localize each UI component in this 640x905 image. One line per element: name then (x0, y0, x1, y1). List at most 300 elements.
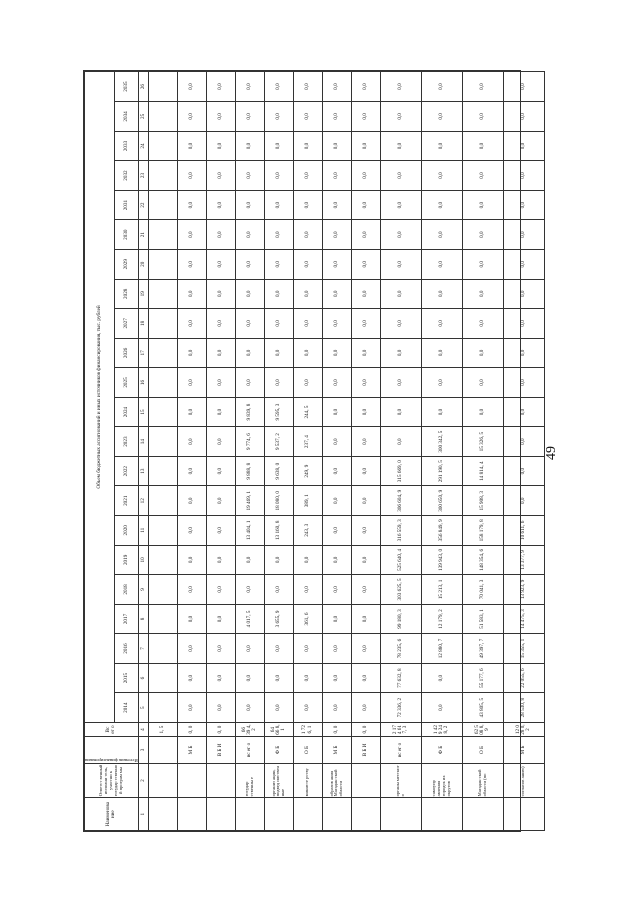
cell-value: 13 404, 1 (235, 516, 264, 546)
cell-name (380, 798, 421, 831)
cell-total: 66 39 4, 2 (235, 722, 264, 736)
cell-value: 0,0 (380, 190, 421, 220)
cell-value: 0,0 (206, 220, 235, 250)
cell-value (148, 131, 177, 161)
header-column-number: 9 (138, 575, 148, 605)
cell-total: 12 0 28 0, 2 (503, 722, 544, 736)
header-name: Наименова ние (85, 798, 139, 831)
cell-value: 361, 6 (293, 604, 322, 634)
cell-value: 0,0 (351, 220, 380, 250)
cell-value: 0,0 (322, 102, 351, 132)
cell-value: 51 583, 1 (462, 604, 503, 634)
cell-value: 9 638, 0 (264, 456, 293, 486)
cell-value (148, 516, 177, 546)
cell-value: 0,0 (177, 131, 206, 161)
cell-value: 0,0 (462, 190, 503, 220)
cell-value: 0,0 (177, 397, 206, 427)
cell-value: 0,0 (322, 220, 351, 250)
cell-name (351, 798, 380, 831)
cell-value: 0,0 (503, 397, 544, 427)
header-caption: Объем бюджетных ассигнований и иных источников финансирования, тыс. рублей (85, 72, 115, 723)
cell-responsible (206, 763, 235, 798)
cell-responsible: организ ации, подвед омствен ные (264, 763, 293, 798)
cell-value: 0,0 (462, 279, 503, 309)
cell-value: 0,0 (421, 397, 462, 427)
cell-value: 0,0 (264, 693, 293, 723)
cell-value: 0,0 (206, 309, 235, 339)
cell-value: 0,0 (264, 220, 293, 250)
header-column-number: 10 (138, 545, 148, 575)
cell-source: О Б (462, 737, 503, 764)
header-column-number: 7 (138, 634, 148, 664)
cell-value: 0,0 (462, 72, 503, 102)
table-row (380, 72, 421, 831)
cell-value: 77 632, 8 (380, 663, 421, 693)
header-year: 2023 (115, 427, 139, 457)
cell-value: 0,0 (462, 397, 503, 427)
cell-value: 0,0 (293, 161, 322, 191)
cell-value: 0,0 (351, 102, 380, 132)
cell-value: 0,0 (503, 338, 544, 368)
cell-value: 0,0 (351, 516, 380, 546)
cell-value: 0,0 (206, 368, 235, 398)
cell-value: 0,0 (351, 456, 380, 486)
header-column-number: 2 (138, 763, 148, 798)
cell-source: вс ег о (380, 737, 421, 764)
cell-value: 300 342, 5 (421, 427, 462, 457)
cell-value (148, 190, 177, 220)
header-column-number: 22 (138, 190, 148, 220)
cell-value (148, 220, 177, 250)
cell-value: 0,0 (177, 456, 206, 486)
cell-value: 14 475, 3 (503, 604, 544, 634)
cell-value: 0,0 (206, 456, 235, 486)
cell-value (148, 486, 177, 516)
cell-value: 0,0 (293, 279, 322, 309)
cell-value: 19 469, 1 (235, 486, 264, 516)
cell-value: 0,0 (264, 575, 293, 605)
cell-total: 2 17 4 61 7, 3 (380, 722, 421, 736)
cell-value: 0,0 (264, 190, 293, 220)
cell-value: 0,0 (235, 634, 264, 664)
cell-value: 0,0 (235, 102, 264, 132)
cell-value: 13 377, 9 (503, 545, 544, 575)
cell-value: 28 530, 8 (503, 693, 544, 723)
table-row (235, 72, 264, 831)
header-year: 2027 (115, 309, 139, 339)
header-column-number: 23 (138, 161, 148, 191)
cell-value: 0,0 (293, 634, 322, 664)
cell-value: 0,0 (235, 663, 264, 693)
cell-value: 0,0 (177, 663, 206, 693)
cell-value: 0,0 (380, 249, 421, 279)
cell-value: 0,0 (322, 309, 351, 339)
cell-value: 0,0 (380, 427, 421, 457)
cell-value: 0,0 (177, 634, 206, 664)
cell-value: 0,0 (235, 575, 264, 605)
header-year: 2016 (115, 634, 139, 664)
table-row (322, 72, 351, 831)
cell-value: 0,0 (235, 309, 264, 339)
cell-value: 0,0 (206, 249, 235, 279)
cell-value: 0,0 (380, 279, 421, 309)
header-year: 2029 (115, 249, 139, 279)
header-years-row (115, 72, 139, 831)
cell-value (148, 456, 177, 486)
cell-value: 0,0 (322, 575, 351, 605)
cell-value: 0,0 (421, 693, 462, 723)
header-column-number: 25 (138, 102, 148, 132)
cell-value: 0,0 (322, 427, 351, 457)
cell-value: 0,0 (206, 279, 235, 309)
header-column-number: 12 (138, 486, 148, 516)
cell-value: 70 041, 3 (462, 575, 503, 605)
cell-value: 0,0 (380, 338, 421, 368)
header-column-number: 5 (138, 693, 148, 723)
cell-value: 139 943, 0 (421, 545, 462, 575)
cell-value: 0,0 (206, 663, 235, 693)
cell-value: 3 655, 9 (264, 604, 293, 634)
cell-value: 0,0 (380, 368, 421, 398)
funding-table (84, 71, 545, 831)
cell-value: 9 888, 8 (235, 456, 264, 486)
cell-value: 0,0 (264, 161, 293, 191)
table-body (148, 72, 544, 831)
cell-total: 1 42 9 24 8, 2 (421, 722, 462, 736)
cell-value: 0,0 (380, 161, 421, 191)
cell-value (148, 72, 177, 102)
cell-value: 0,0 (351, 338, 380, 368)
header-column-number: 16 (138, 368, 148, 398)
cell-value: 0,0 (322, 368, 351, 398)
cell-value: 158 179, 8 (462, 516, 503, 546)
header-year: 2026 (115, 338, 139, 368)
cell-value: 0,0 (206, 516, 235, 546)
cell-value: 0,0 (351, 190, 380, 220)
cell-value: 0,0 (351, 72, 380, 102)
cell-value: 49 397, 7 (462, 634, 503, 664)
header-column-number: 11 (138, 516, 148, 546)
cell-value: 0,0 (264, 663, 293, 693)
cell-value: 316 559, 3 (380, 516, 421, 546)
header-year: 2014 (115, 693, 139, 723)
cell-value: 0,0 (351, 604, 380, 634)
cell-value: 0,0 (322, 249, 351, 279)
cell-value: 0,0 (322, 338, 351, 368)
cell-name (206, 798, 235, 831)
cell-value: 0,0 (235, 338, 264, 368)
header-column-number: 13 (138, 456, 148, 486)
cell-value: 0,0 (380, 220, 421, 250)
cell-value: 0,0 (264, 545, 293, 575)
cell-value: 0,0 (322, 279, 351, 309)
cell-value: 0,0 (206, 575, 235, 605)
cell-total: 0, 0 (177, 722, 206, 736)
cell-value: 0,0 (322, 486, 351, 516)
cell-value: 0,0 (293, 545, 322, 575)
cell-value: 0,0 (177, 338, 206, 368)
header-column-number: 26 (138, 72, 148, 102)
header-year: 2032 (115, 161, 139, 191)
cell-value (148, 634, 177, 664)
header-total: Вс ег о (85, 722, 139, 736)
page-number-text: 49 (544, 445, 559, 460)
cell-value: 0,0 (264, 309, 293, 339)
cell-value: 0,0 (206, 427, 235, 457)
cell-value: 0,0 (421, 161, 462, 191)
header-column-number: 4 (138, 722, 148, 736)
header-numbers-row (138, 72, 148, 831)
cell-value: 0,0 (177, 368, 206, 398)
table-row (264, 72, 293, 831)
cell-value: 13 923, 9 (503, 575, 544, 605)
cell-value: 10 611, 6 (503, 516, 544, 546)
cell-value: 0,0 (206, 72, 235, 102)
cell-value: 9 537, 2 (264, 427, 293, 457)
cell-value: 249, 9 (293, 456, 322, 486)
header-column-number: 19 (138, 279, 148, 309)
cell-value (148, 309, 177, 339)
cell-value: 0,0 (322, 663, 351, 693)
cell-value: 0,0 (351, 693, 380, 723)
cell-responsible: образов ания Магадан ской области (322, 763, 351, 798)
cell-value (148, 368, 177, 398)
cell-responsible: согласов анию) (503, 763, 544, 798)
cell-value (148, 279, 177, 309)
cell-source: М Б (322, 737, 351, 764)
header-year: 2015 (115, 663, 139, 693)
header-column-number: 6 (138, 663, 148, 693)
header-column-number: 21 (138, 220, 148, 250)
cell-name (462, 798, 503, 831)
cell-value: 0,0 (351, 575, 380, 605)
cell-value: 0,0 (293, 190, 322, 220)
cell-value: 0,0 (322, 161, 351, 191)
cell-value: 43 805, 5 (462, 693, 503, 723)
table-row (421, 72, 462, 831)
cell-value: 0,0 (421, 279, 462, 309)
cell-value: 0,0 (206, 604, 235, 634)
cell-value: 0,0 (235, 279, 264, 309)
header-year: 2020 (115, 516, 139, 546)
cell-value: 9 595, 3 (264, 397, 293, 427)
cell-value: 0,0 (206, 102, 235, 132)
cell-value: 0,0 (503, 309, 544, 339)
cell-value: 78 235, 6 (380, 634, 421, 664)
cell-value: 0,0 (322, 634, 351, 664)
cell-value: 0,0 (293, 693, 322, 723)
cell-value: 0,0 (293, 131, 322, 161)
cell-value: 0,0 (235, 368, 264, 398)
cell-source: О Б (293, 737, 322, 764)
cell-name (322, 798, 351, 831)
cell-value: 14 814, 4 (462, 456, 503, 486)
cell-total: 62 5 08 8, 9 (462, 722, 503, 736)
cell-value: 0,0 (322, 190, 351, 220)
header-year: 2031 (115, 190, 139, 220)
header-year: 2034 (115, 102, 139, 132)
cell-value: 0,0 (503, 249, 544, 279)
cell-value (148, 604, 177, 634)
header-responsible: Ответст венный исполни тель, участни к государ ственно й програм мы (85, 763, 139, 798)
cell-value: 303 625, 5 (380, 575, 421, 605)
cell-value: 0,0 (421, 220, 462, 250)
cell-name (177, 798, 206, 831)
cell-value: 0,0 (503, 456, 544, 486)
cell-value: 237, 4 (293, 427, 322, 457)
cell-value (148, 249, 177, 279)
cell-value: 0,0 (206, 190, 235, 220)
cell-value: 300 650, 9 (421, 486, 462, 516)
cell-value: 55 177, 6 (462, 663, 503, 693)
cell-value: 0,0 (235, 249, 264, 279)
cell-value: 0,0 (421, 338, 462, 368)
cell-value: 0,0 (421, 102, 462, 132)
cell-value: 291 190, 5 (421, 456, 462, 486)
cell-value: 0,0 (503, 427, 544, 457)
cell-value: 0,0 (380, 131, 421, 161)
cell-value: 0,0 (235, 131, 264, 161)
cell-value: 0,0 (503, 486, 544, 516)
header-column-number: 17 (138, 338, 148, 368)
cell-value: 13 160, 8 (264, 516, 293, 546)
rotated-table-content (84, 71, 532, 831)
cell-responsible: органы местног о (380, 763, 421, 798)
header-column-number: 3 (138, 737, 148, 764)
table-row (177, 72, 206, 831)
cell-value: 0,0 (293, 72, 322, 102)
table-row (206, 72, 235, 831)
cell-total: 0, 0 (206, 722, 235, 736)
cell-value: 0,0 (235, 72, 264, 102)
cell-value: 0,0 (322, 545, 351, 575)
cell-value: 15 355, 1 (503, 634, 544, 664)
cell-value: 0,0 (380, 309, 421, 339)
header-column-number: 1 (138, 798, 148, 831)
cell-value: 22 055, 6 (503, 663, 544, 693)
cell-source: вс ег о (235, 737, 264, 764)
cell-value: 315 669, 0 (380, 456, 421, 486)
cell-total: 0, 0 (322, 722, 351, 736)
cell-value: 0,0 (206, 545, 235, 575)
cell-value: 0,0 (322, 397, 351, 427)
cell-value: 0,0 (264, 368, 293, 398)
cell-value: 0,0 (235, 220, 264, 250)
cell-source (148, 737, 177, 764)
cell-value: 0,0 (177, 545, 206, 575)
cell-responsible: Магадан ской области (по (462, 763, 503, 798)
cell-responsible (148, 763, 177, 798)
cell-value: 0,0 (264, 72, 293, 102)
cell-value: 0,0 (206, 161, 235, 191)
cell-total: 64 66 8, 1 (264, 722, 293, 736)
cell-value: 0,0 (380, 397, 421, 427)
cell-value: 0,0 (264, 131, 293, 161)
cell-value: 0,0 (503, 220, 544, 250)
cell-value: 0,0 (177, 249, 206, 279)
cell-value: 0,0 (351, 161, 380, 191)
cell-value (148, 397, 177, 427)
cell-value: 0,0 (235, 190, 264, 220)
cell-value: 0,0 (293, 102, 322, 132)
cell-value: 0,0 (206, 693, 235, 723)
cell-value: 0,0 (293, 575, 322, 605)
cell-responsible (177, 763, 206, 798)
cell-value: 0,0 (462, 368, 503, 398)
cell-value: 0,0 (462, 131, 503, 161)
cell-source: Ф Б (421, 737, 462, 764)
table-row (351, 72, 380, 831)
cell-value: 0,0 (177, 693, 206, 723)
cell-value (148, 427, 177, 457)
header-year: 2021 (115, 486, 139, 516)
header-column-number: 18 (138, 309, 148, 339)
cell-value: 15 326, 5 (462, 427, 503, 457)
cell-value: 0,0 (177, 190, 206, 220)
cell-value: 0,0 (322, 131, 351, 161)
cell-value: 0,0 (503, 279, 544, 309)
cell-value: 0,0 (206, 397, 235, 427)
cell-value: 0,0 (322, 516, 351, 546)
cell-value: 12 880, 7 (421, 634, 462, 664)
table-row (148, 72, 177, 831)
cell-value: 0,0 (351, 397, 380, 427)
header-year: 2025 (115, 368, 139, 398)
cell-value: 0,0 (421, 309, 462, 339)
cell-value: 0,0 (421, 249, 462, 279)
header-year: 2017 (115, 604, 139, 634)
cell-source: В Б И (351, 737, 380, 764)
cell-value: 0,0 (380, 72, 421, 102)
cell-value: 0,0 (351, 545, 380, 575)
cell-value: 0,0 (462, 220, 503, 250)
cell-value: 0,0 (177, 279, 206, 309)
cell-total: 1 72 6, 1 (293, 722, 322, 736)
cell-responsible (351, 763, 380, 798)
cell-value: 9 839, 8 (235, 397, 264, 427)
header-source: Источник финансирования (85, 757, 138, 763)
cell-value: 0,0 (503, 368, 544, 398)
rotated-table-frame (83, 70, 532, 832)
cell-value: 0,0 (462, 309, 503, 339)
cell-name (264, 798, 293, 831)
cell-value (148, 575, 177, 605)
cell-value (148, 545, 177, 575)
cell-value: 99 180, 3 (380, 604, 421, 634)
cell-value: 0,0 (462, 249, 503, 279)
header-year: 2022 (115, 456, 139, 486)
cell-total: 1, 5 (148, 722, 177, 736)
cell-value: 0,0 (177, 575, 206, 605)
cell-value: 0,0 (264, 249, 293, 279)
cell-value: 0,0 (293, 309, 322, 339)
cell-value: 0,0 (380, 102, 421, 132)
cell-value: 0,0 (351, 131, 380, 161)
cell-value: 0,0 (322, 604, 351, 634)
cell-value: 0,0 (462, 102, 503, 132)
cell-value: 0,0 (235, 545, 264, 575)
header-source-cell (85, 737, 139, 764)
table-row (462, 72, 503, 831)
cell-source: Ф Б (264, 737, 293, 764)
cell-value: 0,0 (177, 486, 206, 516)
cell-value: 0,0 (177, 516, 206, 546)
cell-source: М Б (177, 737, 206, 764)
cell-value: 0,0 (351, 279, 380, 309)
cell-name (235, 798, 264, 831)
cell-value: 0,0 (421, 72, 462, 102)
cell-value: 0,0 (421, 663, 462, 693)
